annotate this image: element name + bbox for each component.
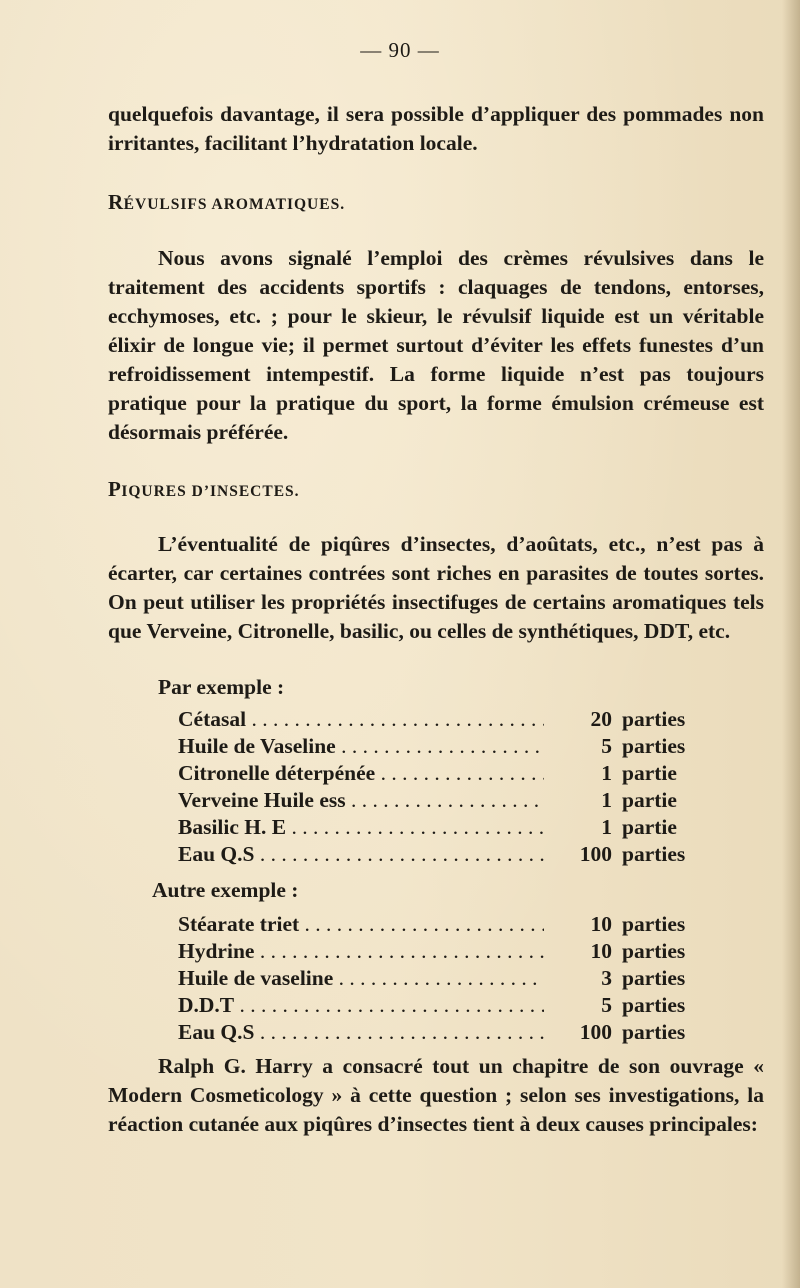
recipe-row [178, 841, 698, 868]
heading-initial: P [108, 477, 122, 501]
ingredient-unit: parties [622, 734, 686, 758]
ingredient-unit: parties [622, 1020, 686, 1044]
ingredient-name: Citronelle déterpénée . . . [178, 760, 544, 787]
ingredient-unit: parties [622, 842, 686, 866]
ingredient-qty: 100 [579, 842, 612, 866]
piqures-paragraph: L’éventualité de piqûres d’insectes, d’aoûtats, etc., n’est pas à écarter, car certaines contrées sont riches en parasites de toutes sortes. On peut utiliser les propriétés insectifuges de certains aromatiques tels que Verveine, Citronelle, basilic, ou celles de synthétiques, DDT, etc. [108, 532, 764, 643]
heading-smallcaps: ÉVULSIFS AROMATIQUES. [123, 196, 346, 213]
heading-smallcaps: IQURES D’INSECTES. [121, 483, 300, 500]
example2-label: Autre exemple : [152, 878, 299, 902]
recipe-example2 [178, 911, 698, 1046]
ingredient-unit: parties [622, 966, 686, 990]
ingredient-unit: partie [622, 761, 677, 785]
ingredient-qty: 5 [601, 993, 612, 1017]
ingredient-name: Huile de Vaseline . . . [178, 733, 544, 760]
ingredient-name: D.D.T . . . [178, 992, 544, 1019]
recipe-row [178, 814, 698, 841]
ingredient-name: Eau Q.S . . . [178, 841, 544, 868]
ingredient-qty: 100 [579, 1020, 612, 1044]
recipe-row [178, 733, 698, 760]
ingredient-unit: parties [622, 939, 686, 963]
recipe-row [178, 992, 698, 1019]
ingredient-unit: parties [622, 993, 686, 1017]
ingredient-qty: 20 [590, 707, 612, 731]
section-heading-piqures [108, 477, 300, 502]
section-heading-revulsifs [108, 190, 345, 215]
ingredient-qty: 1 [601, 761, 612, 785]
ingredient-name: Eau Q.S . . . [178, 1019, 544, 1046]
recipe-row [178, 787, 698, 814]
ingredient-unit: partie [622, 815, 677, 839]
intro-paragraph: quelquefois davantage, il sera possible d’appliquer des pommades non irritantes, facilitant l’hydratation locale. [108, 102, 764, 155]
ingredient-qty: 10 [590, 939, 612, 963]
ingredient-qty: 10 [590, 912, 612, 936]
ingredient-name: Stéarate triet . . . [178, 911, 544, 938]
page-edge-shadow [782, 0, 800, 1288]
ingredient-name: Basilic H. E . . . [178, 814, 544, 841]
recipe-row [178, 706, 698, 733]
ingredient-qty: 1 [601, 815, 612, 839]
recipe-row [178, 965, 698, 992]
recipe-row [178, 760, 698, 787]
recipe-row [178, 911, 698, 938]
page-number: — 90 — [360, 38, 440, 62]
ingredient-name: Verveine Huile ess . . . [178, 787, 544, 814]
ingredient-name: Hydrine . . . [178, 938, 544, 965]
heading-initial: R [108, 190, 124, 214]
ingredient-qty: 3 [601, 966, 612, 990]
ingredient-unit: partie [622, 788, 677, 812]
closing-paragraph: Ralph G. Harry a consacré tout un chapitre de son ouvrage « Modern Cosmeticology » à cette question ; selon ses investigations, la réaction cutanée aux piqûres d’insectes tient à deux causes principales: [108, 1054, 764, 1136]
recipe-row [178, 1019, 698, 1046]
ingredient-qty: 5 [601, 734, 612, 758]
ingredient-unit: parties [622, 912, 686, 936]
ingredient-name: Cétasal . . . [178, 706, 544, 733]
revulsifs-paragraph: Nous avons signalé l’emploi des crèmes révulsives dans le traitement des accidents sportifs : claquages de tendons, entorses, ecchymoses, etc. ; pour le skieur, le révulsif liquide est un véritable élixir de longue vie; il permet surtout d’éviter les effets funestes d’un refroidissement intempestif. La forme liquide n’est pas toujours pratique pour la pratique du sport, la forme émulsion crémeuse est désormais préférée. [108, 246, 764, 444]
ingredient-qty: 1 [601, 788, 612, 812]
recipe-row [178, 938, 698, 965]
ingredient-name: Huile de vaseline . . . [178, 965, 544, 992]
ingredient-unit: parties [622, 707, 686, 731]
example1-label: Par exemple : [158, 675, 285, 699]
recipe-example1 [178, 706, 698, 868]
